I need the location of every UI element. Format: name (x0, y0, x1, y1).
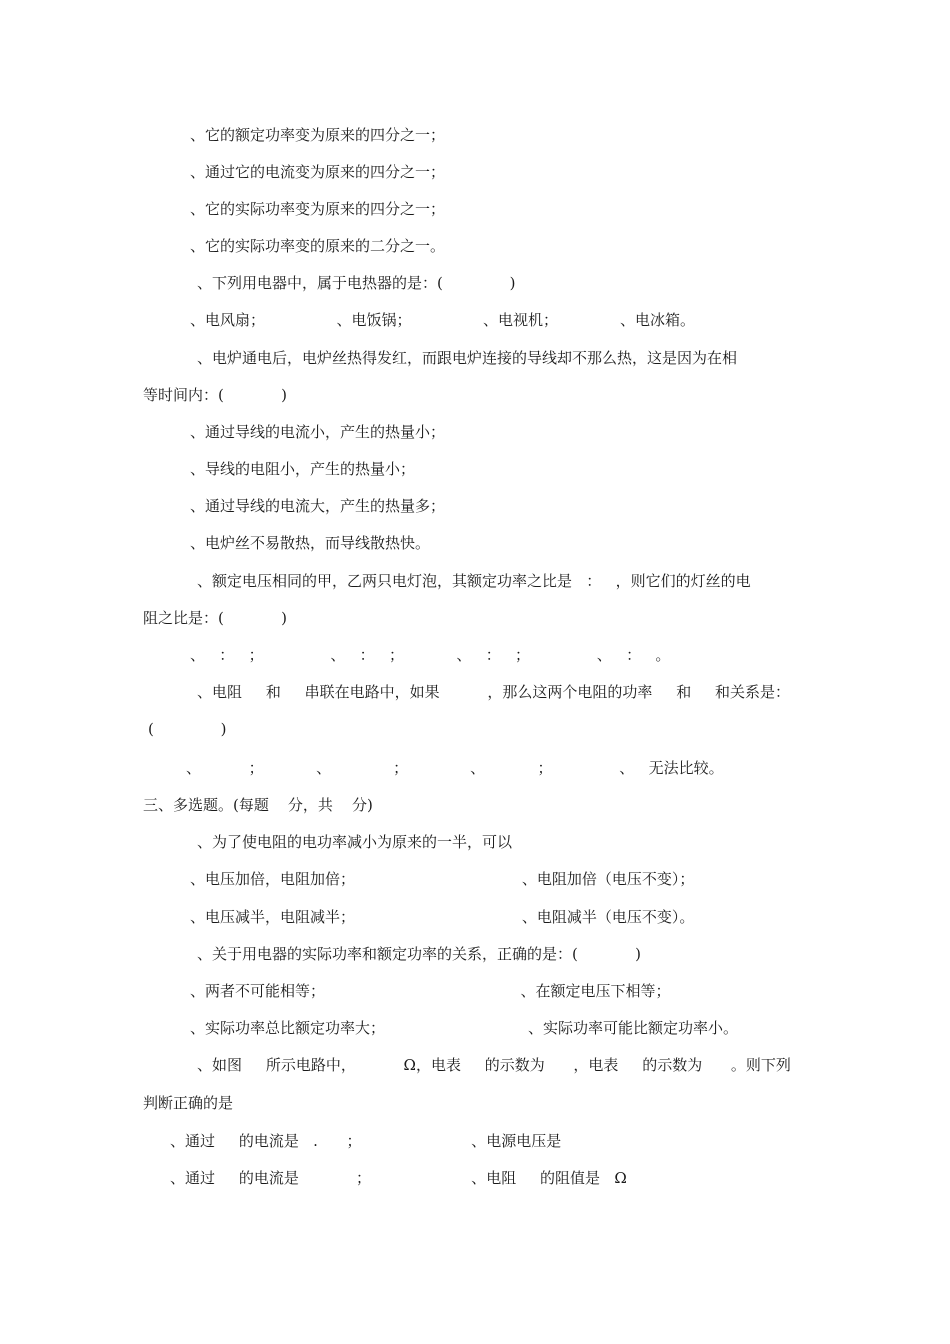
question-stem-cont: 等时间内：( ) (143, 386, 287, 404)
options-row: 、通过 的电流是 . ； 、电源电压是 (170, 1132, 562, 1150)
option-d-line: 、它的实际功率变的原来的二分之一。 (190, 237, 446, 255)
options-row: 、通过 的电流是 ； 、电阻 的阻值是 Ω (170, 1169, 627, 1187)
options-row: 、电压减半，电阻减半； 、电阻减半（电压不变）。 (190, 908, 695, 926)
options-row: 、两者不可能相等； 、在额定电压下相等； (190, 982, 671, 1000)
question-stem: 、额定电压相同的甲，乙两只电灯泡，其额定功率之比是 ： ，则它们的灯丝的电 (197, 572, 751, 590)
option-c-line: 、通过导线的电流大，产生的热量多； (190, 497, 446, 515)
question-stem: 、下列用电器中，属于电热器的是：( ) (197, 274, 516, 292)
option-a-line: 、通过导线的电流小，产生的热量小； (190, 423, 446, 441)
question-stem: 、为了使电阻的电功率减小为原来的一半，可以 (197, 833, 513, 851)
option-a-line: 、它的额定功率变为原来的四分之一； (190, 126, 446, 144)
question-stem: 、如图 所示电路中， Ω，电表 的示数为 ，电表 的示数为 。则下列 (197, 1056, 791, 1074)
question-stem: 、电阻 和 串联在电路中，如果 ，那么这两个电阻的功率 和 和关系是： (197, 683, 791, 701)
option-c-line: 、它的实际功率变为原来的四分之一； (190, 200, 446, 218)
question-stem-cont: 阻之比是：( ) (143, 609, 287, 627)
section-heading: 三、多选题。(每题 分，共 分) (143, 796, 373, 814)
option-b-line: 、导线的电阻小，产生的热量小； (190, 460, 416, 478)
question-stem-cont: ( ) (148, 720, 227, 738)
options-row: 、电压加倍，电阻加倍； 、电阻加倍（电压不变）； (190, 870, 695, 888)
option-d-line: 、电炉丝不易散热，而导线散热快。 (190, 534, 431, 552)
option-b-line: 、通过它的电流变为原来的四分之一； (190, 163, 446, 181)
options-row: 、 ： ； 、 ： ； 、 ： ； 、 ： 。 (190, 646, 671, 664)
options-row: 、 ； 、 ； 、 ； 、 无法比较。 (186, 759, 724, 777)
options-row: 、电风扇； 、电饭锅； 、电视机； 、电冰箱。 (190, 311, 696, 329)
question-stem: 、电炉通电后，电炉丝热得发红，而跟电炉连接的导线却不那么热，这是因为在相 (197, 349, 738, 367)
question-stem-cont: 判断正确的是 (143, 1094, 234, 1112)
options-row: 、实际功率总比额定功率大； 、实际功率可能比额定功率小。 (190, 1019, 739, 1037)
question-stem: 、关于用电器的实际功率和额定功率的关系，正确的是：( ) (197, 945, 641, 963)
